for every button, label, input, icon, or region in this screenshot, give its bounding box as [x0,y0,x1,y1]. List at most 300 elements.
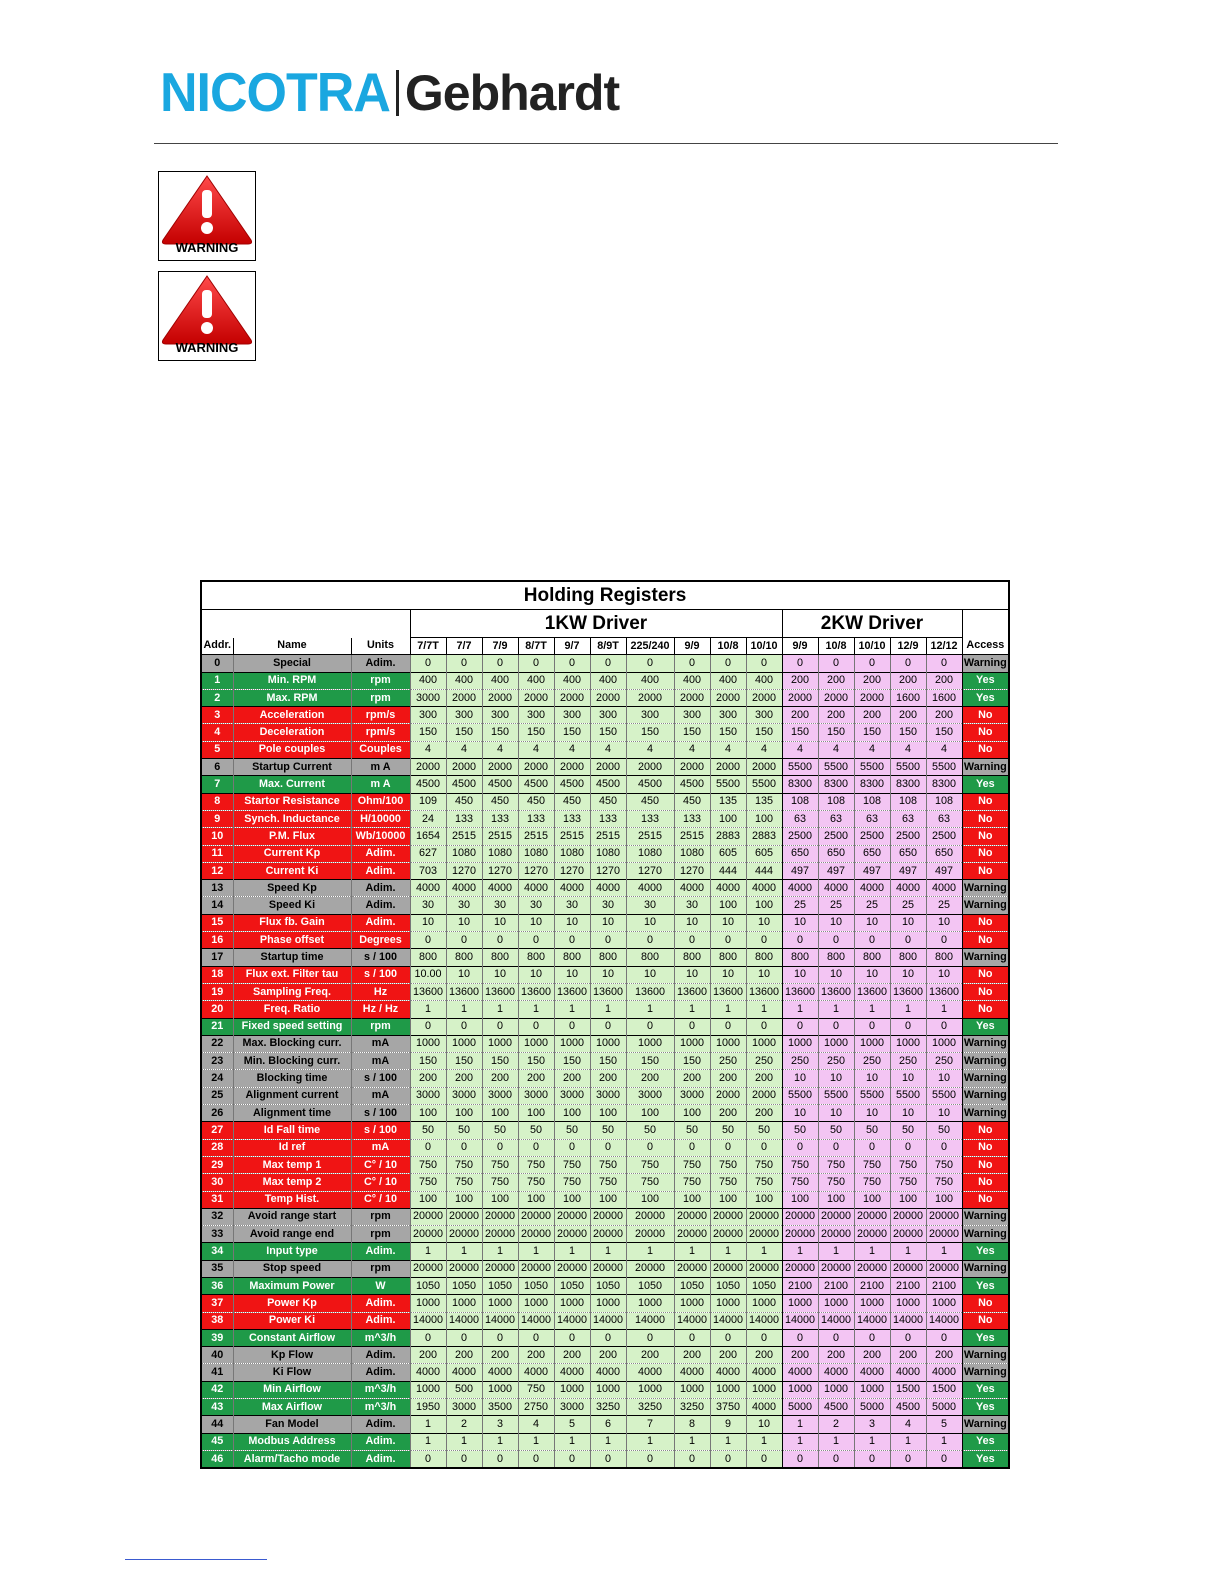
value-1kw: 133 [518,810,554,827]
value-1kw: 1 [554,1433,590,1450]
value-1kw: 0 [554,1450,590,1468]
value-1kw: 100 [710,1191,746,1208]
register-address: 2 [201,689,233,706]
value-1kw: 450 [446,793,482,810]
value-2kw: 50 [818,1122,854,1139]
value-2kw: 5500 [818,1087,854,1104]
value-1kw: 0 [410,932,446,949]
value-1kw: 0 [446,1139,482,1156]
value-1kw: 1050 [446,1277,482,1294]
column-header: 7/7 [446,638,482,655]
value-1kw: 1000 [710,1381,746,1398]
value-2kw: 1000 [926,1035,962,1052]
value-1kw: 1 [482,1001,518,1018]
value-2kw: 20000 [890,1260,926,1277]
value-1kw: 150 [746,724,782,741]
value-1kw: 4500 [482,776,518,793]
value-1kw: 1000 [446,1035,482,1052]
value-1kw: 750 [674,1156,710,1173]
value-1kw: 4500 [626,776,674,793]
value-1kw: 4000 [746,1364,782,1381]
register-name: Freq. Ratio [233,1001,351,1018]
value-1kw: 10 [746,1416,782,1433]
value-1kw: 800 [446,949,482,966]
value-1kw: 400 [710,672,746,689]
value-1kw: 13600 [590,983,626,1000]
value-1kw: 0 [590,1329,626,1346]
register-access: No [962,1191,1009,1208]
value-2kw: 1 [926,1243,962,1260]
value-2kw: 4 [818,741,854,758]
value-2kw: 650 [890,845,926,862]
value-1kw: 4 [482,741,518,758]
register-name: Max temp 2 [233,1174,351,1191]
value-1kw: 1050 [518,1277,554,1294]
register-name: Sampling Freq. [233,983,351,1000]
value-1kw: 20000 [482,1226,518,1243]
value-2kw: 497 [926,862,962,879]
warning-box-1 [158,171,256,261]
value-1kw: 0 [746,1450,782,1468]
value-1kw: 50 [590,1122,626,1139]
value-1kw: 200 [590,1070,626,1087]
value-2kw: 650 [926,845,962,862]
value-2kw: 750 [854,1156,890,1173]
table-row [201,897,1009,914]
value-1kw: 14000 [590,1312,626,1329]
value-2kw: 0 [782,932,818,949]
value-2kw: 63 [926,810,962,827]
value-2kw: 0 [926,932,962,949]
column-header: Units [351,638,410,655]
value-2kw: 1 [818,1001,854,1018]
table-row [201,1243,1009,1260]
value-1kw: 200 [518,1070,554,1087]
register-address: 5 [201,741,233,758]
register-name: Alignment current [233,1087,351,1104]
table-row [201,793,1009,810]
value-1kw: 20000 [410,1208,446,1225]
value-1kw: 30 [482,897,518,914]
value-1kw: 0 [446,932,482,949]
value-2kw: 50 [926,1122,962,1139]
value-2kw: 0 [926,1329,962,1346]
value-2kw: 20000 [926,1208,962,1225]
value-2kw: 10 [818,966,854,983]
value-1kw: 0 [590,655,626,672]
value-2kw: 2500 [890,828,926,845]
register-units: s / 100 [351,1105,410,1122]
value-1kw: 1 [674,1243,710,1260]
value-1kw: 13600 [746,983,782,1000]
value-1kw: 0 [710,1018,746,1035]
register-address: 24 [201,1070,233,1087]
register-address: 43 [201,1399,233,1416]
register-address: 33 [201,1226,233,1243]
value-1kw: 2000 [410,759,446,776]
value-1kw: 1000 [590,1381,626,1398]
value-2kw: 5500 [782,1087,818,1104]
value-1kw: 1080 [518,845,554,862]
value-1kw: 0 [446,1018,482,1035]
value-1kw: 100 [674,1191,710,1208]
value-1kw: 1 [746,1001,782,1018]
value-2kw: 0 [854,1450,890,1468]
value-2kw: 14000 [782,1312,818,1329]
register-units: C° / 10 [351,1174,410,1191]
value-1kw: 2515 [626,828,674,845]
value-1kw: 20000 [554,1208,590,1225]
value-1kw: 20000 [710,1208,746,1225]
value-2kw: 1 [926,1433,962,1450]
register-address: 11 [201,845,233,862]
register-access: No [962,1156,1009,1173]
register-access: Yes [962,672,1009,689]
register-rows [201,655,1009,1468]
register-units: m^3/h [351,1329,410,1346]
value-2kw: 2100 [782,1277,818,1294]
table-row [201,1450,1009,1468]
register-name: Stop speed [233,1260,351,1277]
value-1kw: 30 [674,897,710,914]
value-1kw: 4500 [518,776,554,793]
register-name: Flux ext. Filter tau [233,966,351,983]
value-1kw: 50 [410,1122,446,1139]
register-address: 39 [201,1329,233,1346]
register-units: s / 100 [351,949,410,966]
value-2kw: 10 [890,1070,926,1087]
register-access: Warning [962,1260,1009,1277]
column-header: 9/9 [674,638,710,655]
value-1kw: 0 [590,1139,626,1156]
value-2kw: 1000 [854,1381,890,1398]
value-2kw: 4000 [926,1364,962,1381]
value-2kw: 2500 [926,828,962,845]
table-row [201,1191,1009,1208]
register-name: Id Fall time [233,1122,351,1139]
value-1kw: 400 [746,672,782,689]
value-1kw: 1270 [518,862,554,879]
value-1kw: 109 [410,793,446,810]
value-1kw: 150 [710,724,746,741]
value-1kw: 1050 [746,1277,782,1294]
value-1kw: 3000 [674,1087,710,1104]
register-address: 10 [201,828,233,845]
value-1kw: 750 [746,1174,782,1191]
value-1kw: 3000 [626,1087,674,1104]
value-1kw: 300 [626,707,674,724]
value-1kw: 150 [674,1053,710,1070]
value-2kw: 13600 [890,983,926,1000]
value-1kw: 150 [410,1053,446,1070]
value-1kw: 1 [446,1433,482,1450]
value-1kw: 1000 [746,1381,782,1398]
value-1kw: 2515 [518,828,554,845]
value-1kw: 1050 [626,1277,674,1294]
value-1kw: 4000 [518,880,554,897]
register-access: No [962,724,1009,741]
table-row [201,1416,1009,1433]
value-1kw: 150 [626,1053,674,1070]
register-name: Avoid range start [233,1208,351,1225]
value-1kw: 300 [446,707,482,724]
value-1kw: 0 [410,1450,446,1468]
value-1kw: 750 [554,1156,590,1173]
value-2kw: 0 [818,932,854,949]
table-row [201,983,1009,1000]
value-2kw: 1 [782,1416,818,1433]
warning-label: WARNING [175,340,239,355]
register-name: Startor Resistance [233,793,351,810]
register-units: Adim. [351,1295,410,1312]
value-2kw: 200 [926,1347,962,1364]
value-2kw: 0 [818,1329,854,1346]
value-1kw: 1 [446,1001,482,1018]
register-address: 29 [201,1156,233,1173]
value-1kw: 0 [554,932,590,949]
value-2kw: 750 [926,1156,962,1173]
value-2kw: 1000 [818,1035,854,1052]
value-1kw: 750 [590,1174,626,1191]
value-1kw: 450 [518,793,554,810]
value-1kw: 13600 [482,983,518,1000]
value-2kw: 1000 [782,1381,818,1398]
value-1kw: 1 [590,1433,626,1450]
value-1kw: 3 [482,1416,518,1433]
value-2kw: 10 [926,1105,962,1122]
table-row [201,1156,1009,1173]
register-units: mA [351,1053,410,1070]
value-2kw: 650 [818,845,854,862]
value-1kw: 0 [710,1329,746,1346]
register-access: No [962,707,1009,724]
value-1kw: 4500 [554,776,590,793]
register-units: rpm [351,1260,410,1277]
value-1kw: 4000 [446,880,482,897]
group-header-1kw: 1KW Driver [410,610,782,638]
value-1kw: 133 [446,810,482,827]
table-row [201,1018,1009,1035]
value-1kw: 0 [446,655,482,672]
value-1kw: 0 [746,1018,782,1035]
value-1kw: 4000 [482,880,518,897]
register-access: Yes [962,1433,1009,1450]
register-access: No [962,983,1009,1000]
value-1kw: 3000 [446,1399,482,1416]
value-2kw: 20000 [782,1208,818,1225]
value-2kw: 4000 [818,1364,854,1381]
value-1kw: 8 [674,1416,710,1433]
value-1kw: 100 [626,1105,674,1122]
value-1kw: 150 [590,724,626,741]
value-2kw: 108 [926,793,962,810]
value-2kw: 4000 [890,880,926,897]
value-1kw: 2000 [626,689,674,706]
value-1kw: 0 [626,1018,674,1035]
value-1kw: 100 [710,810,746,827]
value-2kw: 250 [890,1053,926,1070]
value-1kw: 200 [746,1105,782,1122]
value-2kw: 200 [782,672,818,689]
register-access: No [962,793,1009,810]
value-1kw: 20000 [590,1226,626,1243]
value-2kw: 4000 [782,1364,818,1381]
value-1kw: 14000 [518,1312,554,1329]
register-access: No [962,966,1009,983]
register-units: Ohm/100 [351,793,410,810]
value-1kw: 14000 [410,1312,446,1329]
value-1kw: 3250 [626,1399,674,1416]
value-1kw: 2883 [746,828,782,845]
table-row [201,1295,1009,1312]
value-1kw: 2000 [674,759,710,776]
register-address: 25 [201,1087,233,1104]
value-2kw: 10 [782,914,818,931]
value-2kw: 200 [890,1347,926,1364]
value-1kw: 14000 [554,1312,590,1329]
register-units: Couples [351,741,410,758]
table-row [201,1053,1009,1070]
table-row [201,862,1009,879]
register-units: Adim. [351,1364,410,1381]
value-2kw: 497 [818,862,854,879]
value-1kw: 0 [518,1139,554,1156]
value-1kw: 150 [554,724,590,741]
value-2kw: 50 [854,1122,890,1139]
value-2kw: 100 [854,1191,890,1208]
value-1kw: 1080 [446,845,482,862]
value-1kw: 450 [554,793,590,810]
value-2kw: 5500 [926,759,962,776]
value-1kw: 4000 [518,1364,554,1381]
register-units: W [351,1277,410,1294]
register-name: Current Kp [233,845,351,862]
register-name: Maximum Power [233,1277,351,1294]
value-1kw: 1270 [482,862,518,879]
value-1kw: 1000 [710,1035,746,1052]
value-1kw: 0 [410,655,446,672]
value-1kw: 750 [410,1156,446,1173]
value-2kw: 0 [890,932,926,949]
value-1kw: 0 [590,1018,626,1035]
value-1kw: 9 [710,1416,746,1433]
value-1kw: 450 [590,793,626,810]
register-units: rpm [351,1226,410,1243]
value-1kw: 133 [674,810,710,827]
value-1kw: 800 [746,949,782,966]
register-access: No [962,914,1009,931]
value-2kw: 20000 [818,1208,854,1225]
logo-brand-nicotra: NICOTRA [160,62,390,124]
register-units: mA [351,1087,410,1104]
value-1kw: 0 [710,655,746,672]
value-1kw: 2000 [554,759,590,776]
value-1kw: 150 [482,724,518,741]
value-2kw: 20000 [926,1226,962,1243]
table-row [201,776,1009,793]
value-1kw: 1 [746,1243,782,1260]
value-1kw: 0 [674,1018,710,1035]
value-1kw: 3000 [590,1087,626,1104]
value-1kw: 1050 [410,1277,446,1294]
value-2kw: 1000 [926,1295,962,1312]
value-1kw: 800 [626,949,674,966]
register-address: 44 [201,1416,233,1433]
table-row [201,880,1009,897]
value-1kw: 2000 [746,1087,782,1104]
value-1kw: 200 [674,1347,710,1364]
value-1kw: 150 [518,1053,554,1070]
value-1kw: 10 [518,966,554,983]
register-name: Speed Ki [233,897,351,914]
table-row [201,845,1009,862]
value-1kw: 400 [626,672,674,689]
value-1kw: 1 [518,1001,554,1018]
value-1kw: 0 [626,1139,674,1156]
value-1kw: 1 [626,1243,674,1260]
table-row [201,741,1009,758]
value-2kw: 2500 [854,828,890,845]
register-units: Adim. [351,1347,410,1364]
register-access: Warning [962,1053,1009,1070]
value-1kw: 0 [482,655,518,672]
value-1kw: 10 [590,914,626,931]
header-blank-left [201,610,410,638]
value-1kw: 1050 [710,1277,746,1294]
value-1kw: 2000 [674,689,710,706]
table-row [201,1381,1009,1398]
value-1kw: 750 [410,1174,446,1191]
register-units: rpm/s [351,707,410,724]
value-1kw: 2000 [518,759,554,776]
value-1kw: 20000 [482,1208,518,1225]
value-2kw: 2 [818,1416,854,1433]
value-1kw: 4000 [554,880,590,897]
value-2kw: 2100 [890,1277,926,1294]
value-1kw: 2000 [710,759,746,776]
register-name: Max temp 1 [233,1156,351,1173]
value-2kw: 1000 [890,1035,926,1052]
value-1kw: 0 [746,1139,782,1156]
register-name: Blocking time [233,1070,351,1087]
register-address: 6 [201,759,233,776]
value-2kw: 0 [782,1139,818,1156]
value-1kw: 2000 [746,759,782,776]
value-2kw: 2100 [926,1277,962,1294]
value-1kw: 1 [554,1243,590,1260]
register-access: Yes [962,1399,1009,1416]
value-1kw: 0 [590,932,626,949]
register-access: Yes [962,1243,1009,1260]
table-row [201,932,1009,949]
value-1kw: 1050 [482,1277,518,1294]
register-address: 36 [201,1277,233,1294]
table-row [201,1070,1009,1087]
value-1kw: 800 [482,949,518,966]
value-2kw: 5000 [782,1399,818,1416]
register-units: Adim. [351,914,410,931]
value-1kw: 20000 [446,1208,482,1225]
value-2kw: 0 [890,1450,926,1468]
value-1kw: 135 [710,793,746,810]
value-1kw: 750 [674,1174,710,1191]
register-address: 26 [201,1105,233,1122]
value-1kw: 13600 [410,983,446,1000]
value-2kw: 5000 [854,1399,890,1416]
value-2kw: 200 [854,1347,890,1364]
value-1kw: 2000 [590,689,626,706]
value-2kw: 1 [782,1433,818,1450]
